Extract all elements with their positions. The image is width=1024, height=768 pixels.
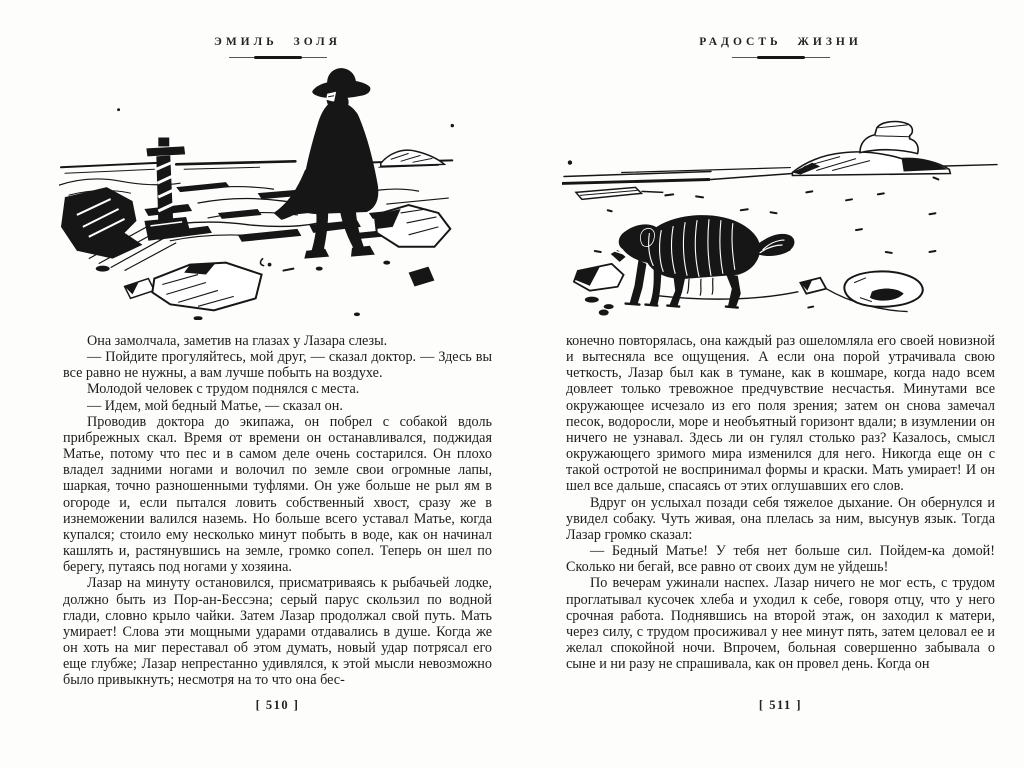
left-foot bbox=[304, 249, 329, 259]
dog-leg bbox=[669, 275, 685, 307]
paragraph: Она замолчала, заметив на глазах у Лазара слезы. bbox=[87, 333, 388, 349]
running-head-title: РАДОСТЬ ЖИЗНИ bbox=[699, 36, 862, 48]
right-leg bbox=[340, 212, 365, 251]
header-ornament bbox=[229, 56, 327, 59]
running-head-author: ЭМИЛЬ ЗОЛЯ bbox=[214, 36, 341, 48]
left-page bbox=[63, 0, 492, 768]
foreground-rock bbox=[125, 263, 262, 311]
right-rock bbox=[375, 205, 450, 286]
dog-leg bbox=[649, 264, 661, 306]
distant-rock bbox=[381, 150, 445, 166]
left-page-number: [ 510 ] bbox=[255, 698, 300, 712]
right-page bbox=[566, 0, 995, 768]
paragraph: конечно повторялась, она каждый раз ошеломляла его своей новизной и вытесняла все ощущения. А если она порой утрачивала свою четкость, Лазар был как в тумане, как в кошмаре, когда надо всем довлеет только тревожное предчувствие несчастья. Минутами все окружающее исчезало из его поля зрения; затем он снова замечал песок, водоросли, море и необъятный горизонт вдали; в изумлении он ничего не узнавал. Здесь ли он гулял столько раз? Казалось, смысл окружающего зримого мира изменился для него. Никогда еще он с такой остротой не воспринимал формы и краски. Мать умирает! И он шел все дальше, спасаясь от этих оглушавших его слов. bbox=[566, 333, 995, 495]
dog-on-beach-illustration bbox=[562, 101, 999, 327]
paragraph: Молодой человек с трудом поднялся с места. bbox=[87, 381, 360, 398]
paragraph: — Бедный Матье! У тебя нет больше сил. Пойдем-ка домой! Сколько ни бегай, все равно от своих дум не уйдешь! bbox=[566, 543, 995, 576]
paragraph: По вечерам ужинали наспех. Лазар ничего не мог есть, с трудом проглатывал кусочек хлеба и уходил к себе, говоря отцу, что у него срочная работа. Поднявшись на второй этаж, он заходил к матери, через силу, с трудом просиживал у нее минут пять, затем целовал ее и желал спокойной ночи. Впрочем, больная совершенно забывала о сыне и ни разу не спрашивала, как он провел день. Когда он bbox=[566, 575, 995, 673]
paragraph: Вдруг он услыхал позади себя тяжелое дыхание. Он обернулся и увидел собаку. Чуть живая, она плелась за ним, высунув язык. Тогда Лазар громко сказал: bbox=[566, 494, 995, 543]
paragraph: Проводив доктора до экипажа, он побрел с собакой вдоль прибрежных скал. Время от времени он останавливался, поджидая Матье, потому что пес и в самом деле очень состарился. Он плохо владел задними ногами и волочил по земле свои огромные лапы, шаркая, точно разношенными туфлями. Он уже больше не рыл ям в огороде и, если пытался ловить собственный хвост, сразу же в изнеможении валился наземь. Но больше всего уставал Матье, когда купался; стоило ему несколько минут побыть в воде, как он начинал кашлять и, растянувшись на земле, громко сопел. Теперь он шел по берегу, путаясь под ногами у хозяина. bbox=[63, 413, 492, 576]
dog-leg bbox=[726, 274, 741, 308]
left-rocks bbox=[61, 187, 142, 271]
paragraph: — Пойдите прогуляйтесь, мой друг, — сказал доктор. — Здесь вы все равно не нужны, а вам лучше побыть на воздухе. bbox=[63, 349, 492, 382]
left-page-text bbox=[63, 333, 492, 688]
dog bbox=[611, 215, 795, 307]
driftwood-plank bbox=[576, 187, 663, 199]
right-page-text bbox=[566, 333, 995, 672]
dog-tail bbox=[756, 234, 795, 256]
paragraph: — Идем, мой бедный Матье, — сказал он. bbox=[87, 397, 343, 414]
header-ornament bbox=[732, 56, 830, 59]
dog-leg bbox=[630, 260, 647, 305]
paragraph: Лазар на минуту остановился, присматриваясь к рыбачьей лодке, должно быть из Пор-ан-Бессэна; серый парус скользил по водной глади, словно крыло чайки. Затем Лазар продолжал свой путь. Мать умирает! Слова эти мощными ударами отдавались в душе. Когда же он хоть на миг переставал об этом думать, новый удар потрясал его еще глубже; Лазар непрестанно удивлялся, к этой мысли невозможно было привыкнуть; несмотря на то что она бес- bbox=[63, 575, 492, 689]
left-rock bbox=[574, 264, 624, 309]
island-rock bbox=[792, 122, 950, 176]
right-page-number: [ 511 ] bbox=[758, 698, 803, 712]
man-on-shore-illustration bbox=[59, 64, 496, 320]
